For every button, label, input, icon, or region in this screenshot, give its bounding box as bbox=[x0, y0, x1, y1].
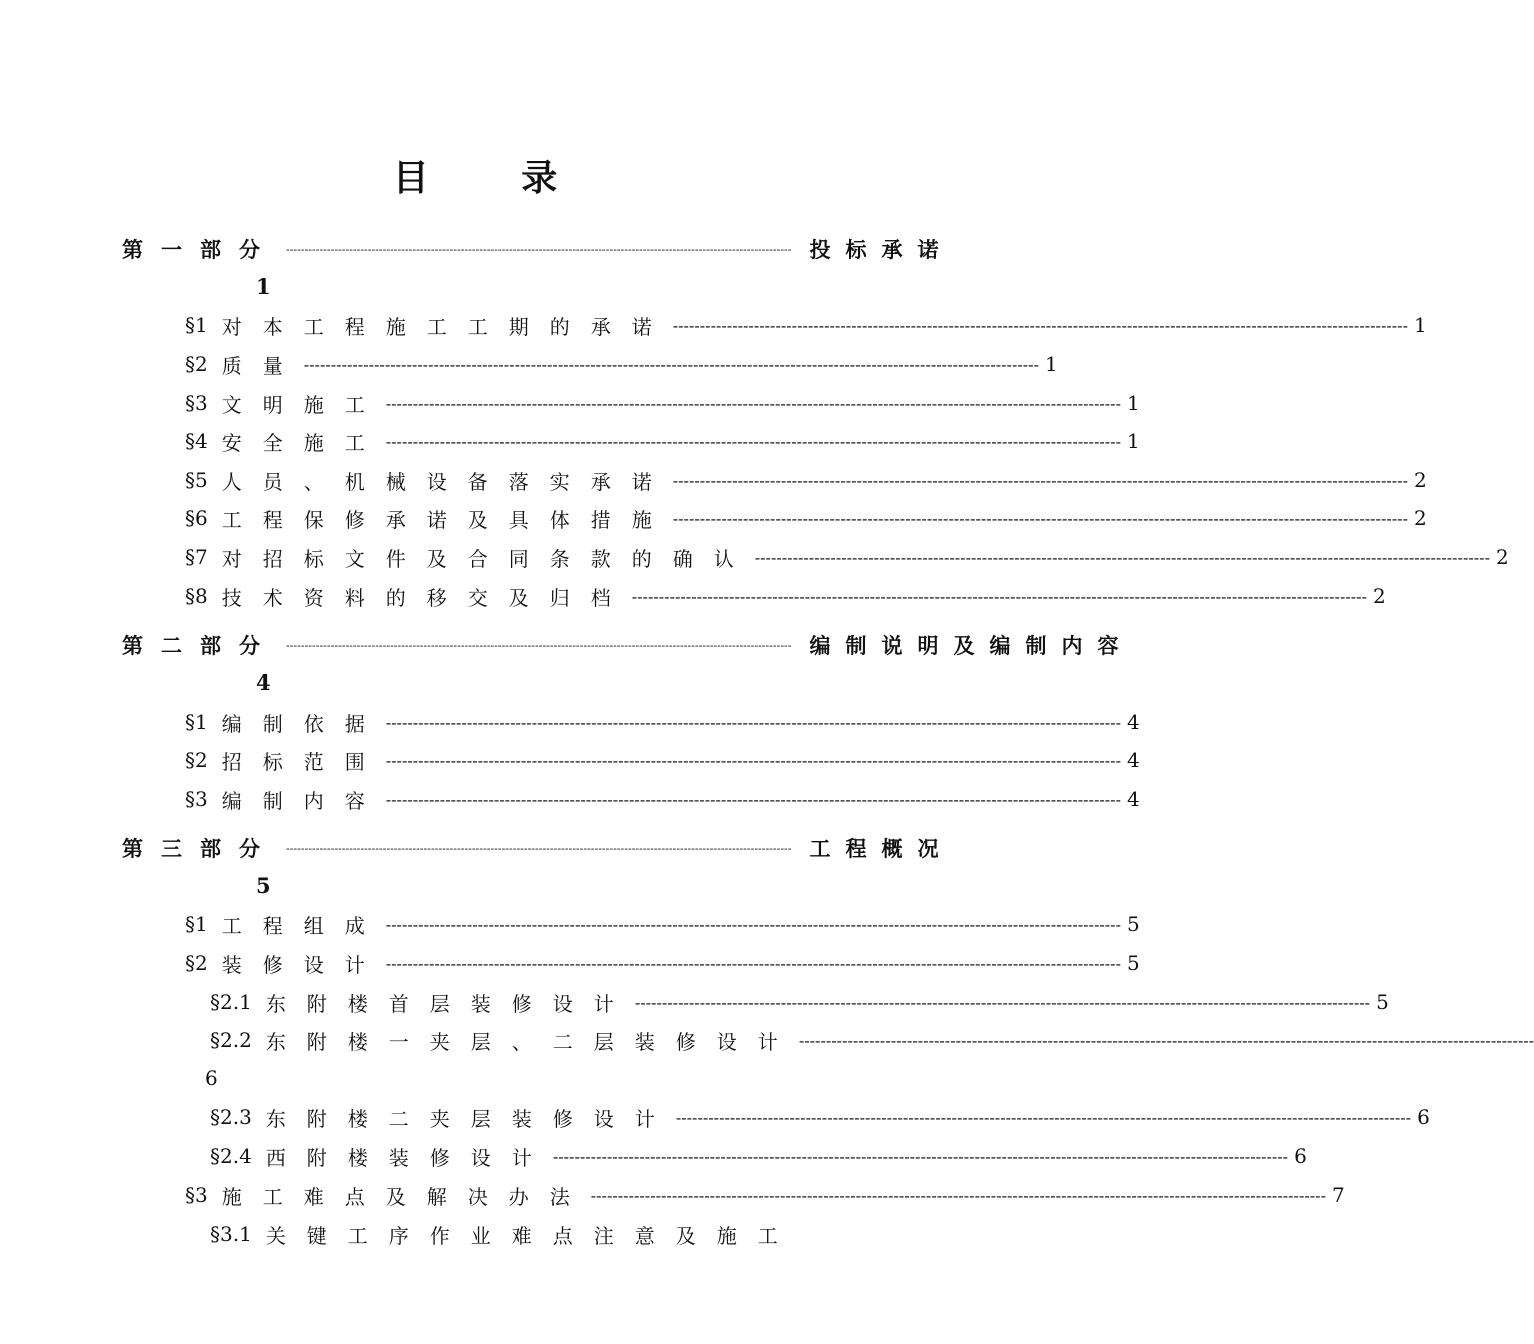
toc-part-1[interactable] bbox=[122, 231, 954, 267]
page-number: 2 bbox=[1413, 506, 1427, 530]
section-number: §8 bbox=[185, 584, 208, 608]
part-page-number: 1 bbox=[256, 274, 271, 299]
section-title: 施工难点及解决办法 bbox=[221, 1184, 591, 1209]
toc-part-2[interactable] bbox=[122, 627, 1134, 663]
leader-dots: ---------------------------------------------------------------------------------------------------------------------------------------- bbox=[385, 750, 1121, 770]
toc-subentry[interactable] bbox=[210, 1099, 1430, 1135]
part-label: 第一部分 bbox=[122, 237, 278, 262]
section-title: 编制依据 bbox=[221, 711, 386, 736]
toc-part-3[interactable] bbox=[122, 830, 954, 866]
section-title: 安全施工 bbox=[221, 430, 386, 455]
toc-entry[interactable] bbox=[185, 945, 1140, 981]
part-page-number: 4 bbox=[256, 670, 271, 695]
section-number: §2.4 bbox=[210, 1144, 252, 1168]
leader-dots: ---------------------------------------------------------------------------------------------------------------------------------------- bbox=[754, 547, 1490, 567]
toc-subentry[interactable] bbox=[210, 1138, 1307, 1174]
section-title: 人员、机械设备落实承诺 bbox=[221, 469, 673, 494]
part-label: 第三部分 bbox=[122, 836, 278, 861]
toc-entry[interactable] bbox=[185, 539, 1509, 575]
leader-dots: ---------------------------------------------------------------------------------------------------------------------------------------- bbox=[675, 1107, 1412, 1127]
part-title: 编制说明及编制内容 bbox=[809, 633, 1134, 658]
section-number: §3.1 bbox=[210, 1222, 252, 1246]
leader-dots: ---------------------------------------------------------------------------------------------------------------------------------------- bbox=[634, 992, 1371, 1012]
section-title: 编制内容 bbox=[221, 788, 386, 813]
section-number: §1 bbox=[185, 710, 208, 734]
toc-entry[interactable] bbox=[185, 906, 1140, 942]
toc-subentry[interactable] bbox=[210, 984, 1389, 1020]
section-title: 对本工程施工工期的承诺 bbox=[221, 314, 673, 339]
page-number: 1 bbox=[1044, 352, 1058, 376]
section-number: §3 bbox=[185, 1183, 208, 1207]
leader-dots: ---------------------------------------------------------------------------------------------------------------------------------------- bbox=[631, 586, 1367, 606]
page-number: 4 bbox=[1126, 710, 1140, 734]
page-number: 5 bbox=[1376, 990, 1389, 1014]
section-title: 西附楼装修设计 bbox=[265, 1145, 553, 1170]
part-title: 投标承诺 bbox=[809, 237, 954, 262]
page-number: 2 bbox=[1495, 545, 1509, 569]
page-number: 6 bbox=[1294, 1144, 1307, 1168]
toc-subentry[interactable] bbox=[210, 1216, 837, 1252]
toc-entry[interactable] bbox=[185, 781, 1140, 817]
leader-dots: ---------------------------------------------------------------------------------------------------------------------------------------- bbox=[798, 1030, 1534, 1050]
section-title: 工程保修承诺及具体措施 bbox=[221, 507, 673, 532]
page-number: 5 bbox=[1126, 912, 1140, 936]
page-number: 2 bbox=[1413, 468, 1427, 492]
leader-dots: ---------------------------------------------------------------------------------------------------------------------------------------- bbox=[385, 393, 1121, 413]
leader-dots: ---------------------------------------------------------------------------------------------------------------------------------------- bbox=[590, 1185, 1326, 1205]
toc-entry[interactable] bbox=[185, 1177, 1345, 1213]
leader-dots: ---------------------------------------------------------------------------------------------------------------------------------------- bbox=[303, 354, 1039, 374]
toc-entry[interactable] bbox=[185, 307, 1427, 343]
section-title: 东附楼一夹层、二层装修设计 bbox=[265, 1029, 799, 1054]
section-title: 质量 bbox=[221, 353, 304, 378]
section-number: §2 bbox=[185, 352, 208, 376]
section-number: §7 bbox=[185, 545, 208, 569]
toc-entry[interactable] bbox=[185, 704, 1140, 740]
toc-entry[interactable] bbox=[185, 346, 1058, 382]
leader-dots: ---------------------------------------------------------------------------------------------------------------------------------------- bbox=[286, 841, 792, 855]
part-label: 第二部分 bbox=[122, 633, 278, 658]
section-title: 东附楼首层装修设计 bbox=[265, 991, 635, 1016]
section-number: §3 bbox=[185, 391, 208, 415]
section-title: 对招标文件及合同条款的确认 bbox=[221, 546, 755, 571]
leader-dots: ---------------------------------------------------------------------------------------------------------------------------------------- bbox=[286, 638, 792, 652]
section-number: §4 bbox=[185, 429, 208, 453]
section-number: §5 bbox=[185, 468, 208, 492]
section-title: 文明施工 bbox=[221, 392, 386, 417]
page-number: 4 bbox=[1126, 748, 1140, 772]
leader-dots: ---------------------------------------------------------------------------------------------------------------------------------------- bbox=[385, 431, 1121, 451]
section-number: §2.1 bbox=[210, 990, 252, 1014]
section-number: §2 bbox=[185, 951, 208, 975]
page-number: 1 bbox=[1126, 429, 1140, 453]
leader-dots: ---------------------------------------------------------------------------------------------------------------------------------------- bbox=[385, 914, 1121, 934]
section-number: §1 bbox=[185, 912, 208, 936]
leader-dots: ---------------------------------------------------------------------------------------------------------------------------------------- bbox=[552, 1146, 1289, 1166]
section-title: 技术资料的移交及归档 bbox=[221, 585, 632, 610]
toc-entry[interactable] bbox=[185, 500, 1427, 536]
page-number: 2 bbox=[1372, 584, 1386, 608]
page-number: 6 bbox=[1417, 1105, 1430, 1129]
section-number: §2 bbox=[185, 748, 208, 772]
section-title: 招标范围 bbox=[221, 749, 386, 774]
section-number: §1 bbox=[185, 313, 208, 337]
leader-dots: ---------------------------------------------------------------------------------------------------------------------------------------- bbox=[385, 789, 1121, 809]
part-title: 工程概况 bbox=[809, 836, 954, 861]
toc-entry[interactable] bbox=[185, 462, 1427, 498]
toc-entry[interactable] bbox=[185, 423, 1140, 459]
section-title: 装修设计 bbox=[221, 952, 386, 977]
section-title: 关键工序作业难点注意及施工 bbox=[265, 1223, 799, 1248]
toc-entry[interactable] bbox=[185, 742, 1140, 778]
leader-dots: ---------------------------------------------------------------------------------------------------------------------------------------- bbox=[385, 953, 1121, 973]
section-title: 工程组成 bbox=[221, 913, 386, 938]
leader-dots: ---------------------------------------------------------------------------------------------------------------------------------------- bbox=[286, 242, 792, 256]
toc-title: 目 录 bbox=[392, 157, 598, 199]
toc-entry[interactable] bbox=[185, 385, 1140, 421]
part-page-number: 5 bbox=[256, 873, 271, 898]
page-number: 4 bbox=[1126, 787, 1140, 811]
leader-dots: ---------------------------------------------------------------------------------------------------------------------------------------- bbox=[672, 315, 1408, 335]
section-title: 东附楼二夹层装修设计 bbox=[265, 1106, 676, 1131]
section-number: §3 bbox=[185, 787, 208, 811]
section-number: §6 bbox=[185, 506, 208, 530]
page-number: 6 bbox=[205, 1066, 218, 1090]
leader-dots: ---------------------------------------------------------------------------------------------------------------------------------------- bbox=[672, 470, 1408, 490]
toc-entry[interactable] bbox=[185, 578, 1386, 614]
page-number: 1 bbox=[1413, 313, 1427, 337]
page-number: 7 bbox=[1331, 1183, 1345, 1207]
leader-dots: ---------------------------------------------------------------------------------------------------------------------------------------- bbox=[385, 712, 1121, 732]
page-number: 5 bbox=[1126, 951, 1140, 975]
page-number: 1 bbox=[1126, 391, 1140, 415]
toc-subentry[interactable] bbox=[210, 1022, 1534, 1058]
leader-dots: ---------------------------------------------------------------------------------------------------------------------------------------- bbox=[672, 508, 1408, 528]
section-number: §2.3 bbox=[210, 1105, 252, 1129]
section-number: §2.2 bbox=[210, 1028, 252, 1052]
